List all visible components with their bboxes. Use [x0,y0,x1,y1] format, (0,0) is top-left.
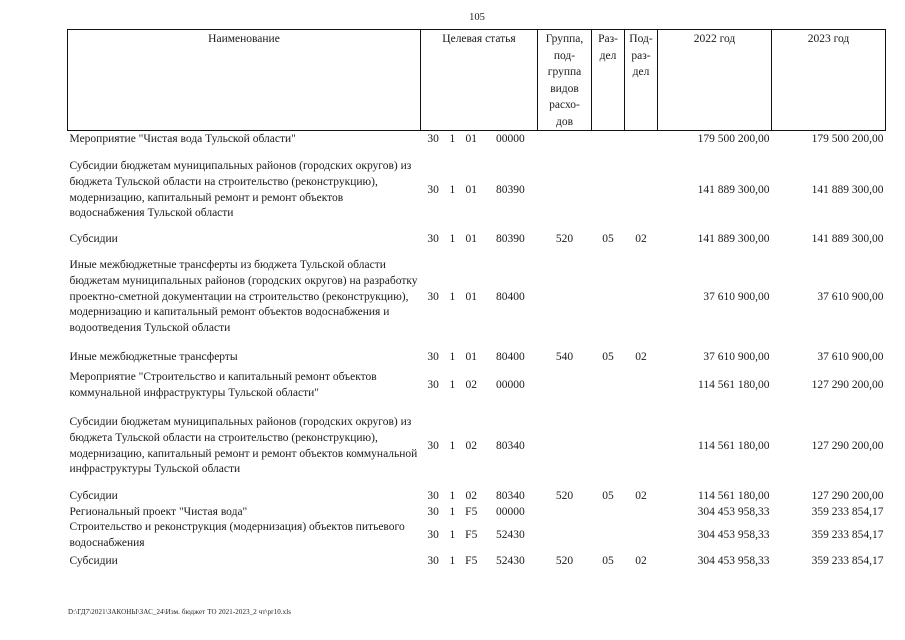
row-subsection [625,131,658,150]
code-part-p1: 30 [427,439,439,452]
code-part-p2: 1 [449,489,456,502]
header-group [538,30,592,131]
header-section [592,30,625,131]
row-amount-2023: 179 500 200,00 [811,133,884,146]
code-part-p3: 01 [465,232,477,245]
row-amount-2023: 359 233 854,17 [811,555,884,568]
row-section [592,131,625,150]
row-subsection [625,505,658,521]
file-path-footer: D:\ГД7\2021\ЗАКОНЫ\ЗАС_24\Изм. бюджет ТО 2021-2023_2 чт\pr10.xls [68,608,292,616]
code-part-p4: 00000 [496,133,525,146]
row-name: Субсидии бюджетам муниципальных районов (городских округов) из бюджета Тульской области на строительство (реконструкцию), модернизацию, капитальный ремонт и ремонт объектов коммунальной инфраструктуры Тульской области [69,416,418,476]
row-name: Региональный проект "Чистая вода" [69,505,248,518]
code-part-p4: 80340 [496,439,525,452]
row-subsection [625,520,658,551]
row-section [592,248,625,348]
row-amount-2022: 114 561 180,00 [698,439,770,452]
header-section-text: Раз- дел [598,33,618,62]
row-group [538,520,592,551]
code-part-p1: 30 [427,505,439,518]
row-section: 05 [602,350,614,363]
table-row [68,150,886,232]
code-part-p3: 01 [465,290,477,303]
row-target-code [421,489,538,505]
row-group [538,405,592,489]
page-number: 105 [469,12,485,23]
row-amount-2023: 359 233 854,17 [811,529,884,542]
code-part-p3: 01 [465,350,477,363]
code-part-p4: 80390 [496,232,525,245]
code-part-p4: 80400 [496,350,525,363]
row-amount-2022: 37 610 900,00 [703,350,770,363]
code-part-p4: 00000 [496,379,525,392]
header-subsection [625,30,658,131]
code-part-p2: 1 [449,290,456,303]
code-part-p2: 1 [449,439,456,452]
row-section [592,405,625,489]
row-amount-2022: 304 453 958,33 [697,529,770,542]
code-part-p1: 30 [427,555,439,568]
row-target-code [421,505,538,521]
row-subsection: 02 [635,232,647,245]
code-part-p1: 30 [427,350,439,363]
row-subsection [625,248,658,348]
code-part-p1: 30 [427,232,439,245]
header-year-2023: 2023 год [772,30,886,131]
table-row [68,131,886,150]
row-name: Строительство и реконструкция (модернизация) объектов питьевого водоснабжения [69,521,405,549]
row-name: Мероприятие "Строительство и капитальный ремонт объектов коммунальной инфраструктуры Тульской области" [69,371,377,399]
code-part-p4: 80390 [496,183,525,196]
code-part-p3: 01 [465,133,477,146]
row-name: Субсидии бюджетам муниципальных районов (городских округов) из бюджета Тульской области на строительство (реконструкцию), модернизацию, капитальный ремонт и ремонт объектов водоснабжения Тульской области [69,160,412,220]
code-part-p3: F5 [465,505,478,518]
code-part-p3: 02 [465,439,477,452]
row-name: Субсидии [69,232,118,245]
code-part-p2: 1 [449,529,456,542]
table-row [68,520,886,551]
row-target-code [421,368,538,405]
code-part-p3: F5 [465,529,478,542]
row-target-code [421,520,538,551]
table-row [68,248,886,348]
code-part-p2: 1 [449,505,456,518]
row-amount-2023: 127 290 200,00 [811,439,884,452]
code-part-p4: 52430 [496,555,525,568]
row-subsection: 02 [635,489,647,502]
row-target-code [421,405,538,489]
header-target: Целевая статья [421,30,538,131]
table-header [68,30,886,131]
code-part-p2: 1 [449,133,456,146]
row-amount-2022: 304 453 958,33 [697,555,770,568]
row-amount-2023: 141 889 300,00 [811,232,884,245]
code-part-p2: 1 [449,350,456,363]
row-subsection: 02 [635,350,647,363]
table-row [68,405,886,489]
row-group: 520 [555,232,574,245]
row-section [592,368,625,405]
row-amount-2023: 127 290 200,00 [811,489,884,502]
header-year-2022: 2022 год [658,30,772,131]
row-target-code [421,131,538,150]
table-row [68,232,886,248]
row-amount-2022: 114 561 180,00 [698,379,770,392]
code-part-p2: 1 [449,555,456,568]
header-subsection-text: Под- раз- дел [629,33,653,78]
row-target-code [421,248,538,348]
row-section [592,520,625,551]
table-row [68,552,886,573]
header-group-text: Группа, под- группа видов расхо- дов [545,33,584,128]
row-amount-2022: 304 453 958,33 [697,505,770,518]
row-amount-2022: 141 889 300,00 [697,232,770,245]
code-part-p1: 30 [427,529,439,542]
row-target-code [421,150,538,232]
row-group: 520 [555,555,574,568]
header-name: Наименование [68,30,421,131]
code-part-p4: 80400 [496,290,525,303]
row-section: 05 [602,555,614,568]
row-target-code [421,552,538,573]
row-name: Иные межбюджетные трансферты из бюджета Тульской области бюджетам муниципальных районов (городских округов) на разработку проектно-сметной документации на строительство (реконструкцию), модернизацию и капитальный ремонт объектов водоснабжения и водоотведения Тульской области [69,259,418,335]
row-group [538,248,592,348]
code-part-p4: 80340 [496,489,525,502]
row-amount-2022: 37 610 900,00 [703,290,770,303]
row-amount-2022: 114 561 180,00 [698,489,770,502]
code-part-p3: 02 [465,379,477,392]
code-part-p1: 30 [427,133,439,146]
row-group [538,150,592,232]
row-name: Субсидии [69,489,118,502]
code-part-p3: 01 [465,183,477,196]
row-section: 05 [602,232,614,245]
code-part-p3: F5 [465,555,478,568]
code-part-p1: 30 [427,379,439,392]
code-part-p3: 02 [465,489,477,502]
row-target-code [421,348,538,368]
code-part-p4: 52430 [496,529,525,542]
row-amount-2023: 359 233 854,17 [811,505,884,518]
code-part-p2: 1 [449,232,456,245]
row-amount-2023: 141 889 300,00 [811,183,884,196]
table-row [68,489,886,505]
row-section [592,505,625,521]
row-name: Субсидии [69,555,118,568]
row-subsection [625,150,658,232]
row-group [538,131,592,150]
table-row [68,348,886,368]
row-amount-2022: 141 889 300,00 [697,183,770,196]
table-row [68,368,886,405]
code-part-p2: 1 [449,183,456,196]
row-amount-2022: 179 500 200,00 [697,133,770,146]
row-amount-2023: 37 610 900,00 [817,290,884,303]
code-part-p1: 30 [427,290,439,303]
code-part-p1: 30 [427,183,439,196]
row-group [538,368,592,405]
row-subsection [625,368,658,405]
row-target-code [421,232,538,248]
row-subsection [625,405,658,489]
row-amount-2023: 37 610 900,00 [817,350,884,363]
code-part-p4: 00000 [496,505,525,518]
row-amount-2023: 127 290 200,00 [811,379,884,392]
row-name: Иные межбюджетные трансферты [69,350,238,363]
table-row [68,505,886,521]
row-group [538,505,592,521]
code-part-p1: 30 [427,489,439,502]
code-part-p2: 1 [449,379,456,392]
row-section [592,150,625,232]
row-group: 540 [555,350,574,363]
row-group: 520 [555,489,574,502]
row-section: 05 [602,489,614,502]
row-subsection: 02 [635,555,647,568]
row-name: Мероприятие "Чистая вода Тульской области" [69,133,296,146]
budget-table [67,29,886,573]
